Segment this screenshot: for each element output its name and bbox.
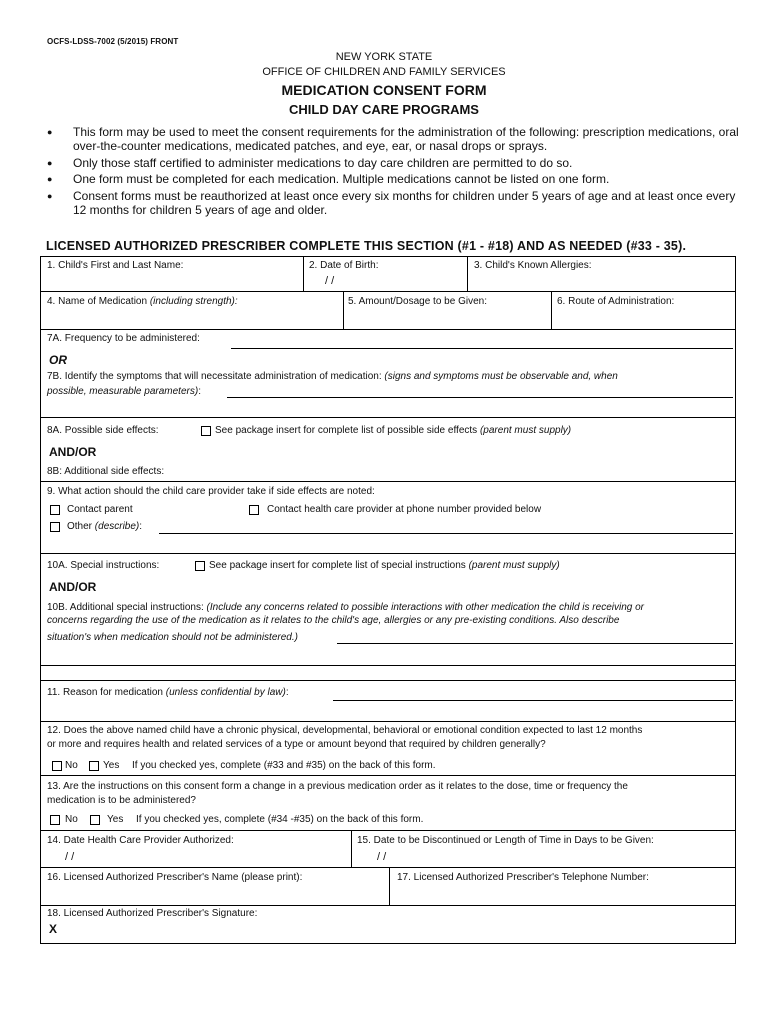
route-label: 6. Route of Administration:: [557, 296, 675, 307]
change-no-label: No: [65, 814, 78, 825]
row-divider: [41, 417, 735, 418]
symptoms-line[interactable]: [227, 397, 733, 398]
frequency-label: 7A. Frequency to be administered:: [47, 333, 200, 344]
form-title: MEDICATION CONSENT FORM: [281, 82, 487, 98]
additional-instructions-label: 10B. Additional special instructions: (Include any concerns related to possible interactions with other medication the child is receiving or: [47, 602, 644, 613]
frequency-line[interactable]: [231, 348, 733, 349]
and-or-label: AND/OR: [49, 580, 97, 594]
chronic-condition-question: 12. Does the above named child have a chronic physical, developmental, behavioral or emotional condition expected to last 12 months: [47, 725, 643, 736]
symptoms-label-cont: possible, measurable parameters):: [47, 386, 201, 397]
additional-instructions-line[interactable]: [337, 643, 733, 644]
row-divider: [41, 775, 735, 776]
row-divider: [41, 905, 735, 906]
and-or-label: AND/OR: [49, 445, 97, 459]
instruction-item: ● One form must be completed for each medication. Multiple medications cannot be listed on one form.: [46, 172, 746, 186]
header-office: OFFICE OF CHILDREN AND FAMILY SERVICES: [262, 66, 506, 78]
side-effects-label: 8A. Possible side effects:: [47, 425, 159, 436]
form-subtitle: CHILD DAY CARE PROGRAMS: [289, 102, 479, 117]
change-yes-checkbox[interactable]: [90, 815, 100, 825]
side-effect-action-label: 9. What action should the child care provider take if side effects are noted:: [47, 486, 375, 497]
divider: [389, 867, 390, 905]
change-note: If you checked yes, complete (#34 -#35) on the back of this form.: [136, 814, 424, 825]
side-effects-insert-label: See package insert for complete list of possible side effects (parent must supply): [215, 425, 572, 436]
chronic-condition-question-cont: or more and requires health and related services of a type or amount beyond that required by children generally?: [47, 739, 546, 750]
contact-parent-label: Contact parent: [67, 504, 133, 515]
prescriber-form: [40, 256, 736, 944]
symptoms-label: 7B. Identify the symptoms that will necessitate administration of medication: (signs and symptoms must be observable and, when: [47, 371, 618, 382]
child-name-label: 1. Child's First and Last Name:: [47, 260, 184, 271]
other-action-checkbox[interactable]: [50, 522, 60, 532]
contact-provider-checkbox[interactable]: [249, 505, 259, 515]
prescriber-name-label: 16. Licensed Authorized Prescriber's Name (please print):: [47, 872, 303, 883]
dob-label: 2. Date of Birth:: [309, 260, 379, 271]
dosage-label: 5. Amount/Dosage to be Given:: [348, 296, 487, 307]
divider: [467, 257, 468, 291]
other-action-line[interactable]: [159, 533, 733, 534]
form-id: OCFS-LDSS-7002 (5/2015) FRONT: [47, 37, 179, 46]
discontinue-date-slashes: / /: [377, 851, 387, 863]
row-divider: [41, 721, 735, 722]
additional-instructions-label-cont: concerns regarding the use of the medication as it relates to the child's age, allergies or any pre-existing conditions. Also describe: [47, 615, 620, 626]
row-divider: [41, 481, 735, 482]
divider: [343, 291, 344, 329]
reason-label: 11. Reason for medication (unless confidential by law):: [47, 687, 289, 698]
signature-x-mark[interactable]: X: [49, 922, 58, 936]
header-state: NEW YORK STATE: [335, 51, 433, 63]
additional-instructions-line[interactable]: [41, 665, 735, 666]
divider: [303, 257, 304, 291]
prescriber-phone-label: 17. Licensed Authorized Prescriber's Telephone Number:: [397, 872, 649, 883]
instruction-item: ● Consent forms must be reauthorized at least once every six months for children under 5 years of age and at least once every 12 months for children 5 years of age and older.: [46, 189, 746, 217]
row-divider: [41, 680, 735, 681]
divider: [551, 291, 552, 329]
additional-instructions-label-end: situation's when medication should not be administered.): [47, 632, 298, 643]
chronic-yes-checkbox[interactable]: [89, 761, 99, 771]
row-divider: [41, 867, 735, 868]
chronic-no-label: No: [65, 760, 78, 771]
medication-name-label: 4. Name of Medication (including strength):: [47, 296, 238, 307]
authorized-date-slashes: / /: [65, 851, 75, 863]
instruction-item: ● Only those staff certified to administer medications to day care children are permitted to do so.: [46, 156, 746, 170]
special-instructions-insert-label: See package insert for complete list of special instructions (parent must supply): [209, 560, 560, 571]
instructions-list: [46, 125, 746, 219]
additional-side-effects-label: 8B: Additional side effects:: [47, 466, 165, 477]
authorized-date-label: 14. Date Health Care Provider Authorized:: [47, 835, 234, 846]
change-no-checkbox[interactable]: [50, 815, 60, 825]
chronic-note: If you checked yes, complete (#33 and #35) on the back of this form.: [132, 760, 436, 771]
or-label: OR: [49, 353, 67, 367]
row-divider: [41, 553, 735, 554]
row-divider: [41, 291, 735, 292]
other-action-label: Other (describe):: [67, 521, 143, 532]
row-divider: [41, 830, 735, 831]
reason-line[interactable]: [333, 700, 733, 701]
discontinue-date-label: 15. Date to be Discontinued or Length of Time in Days to be Given:: [357, 835, 654, 846]
dob-slashes: / /: [325, 275, 335, 287]
change-order-question-cont: medication is to be administered?: [47, 795, 196, 806]
special-instructions-label: 10A. Special instructions:: [47, 560, 160, 571]
chronic-no-checkbox[interactable]: [52, 761, 62, 771]
side-effects-insert-checkbox[interactable]: [201, 426, 211, 436]
contact-provider-label: Contact health care provider at phone number provided below: [267, 504, 542, 515]
special-instructions-insert-checkbox[interactable]: [195, 561, 205, 571]
instruction-item: ● This form may be used to meet the consent requirements for the administration of the following: prescription medications, oral over-the-counter medications, medicated patches, and eye, ear, or nasal drops or sprays.: [46, 125, 746, 153]
change-order-question: 13. Are the instructions on this consent form a change in a previous medication order as it relates to the dose, time or frequency the: [47, 781, 628, 792]
change-yes-label: Yes: [107, 814, 124, 825]
contact-parent-checkbox[interactable]: [50, 505, 60, 515]
section-heading: LICENSED AUTHORIZED PRESCRIBER COMPLETE THIS SECTION (#1 - #18) AND AS NEEDED (#33 - 35).: [46, 239, 687, 253]
row-divider: [41, 329, 735, 330]
prescriber-signature-label: 18. Licensed Authorized Prescriber's Signature:: [47, 908, 258, 919]
divider: [351, 830, 352, 867]
chronic-yes-label: Yes: [103, 760, 120, 771]
allergies-label: 3. Child's Known Allergies:: [474, 260, 592, 271]
